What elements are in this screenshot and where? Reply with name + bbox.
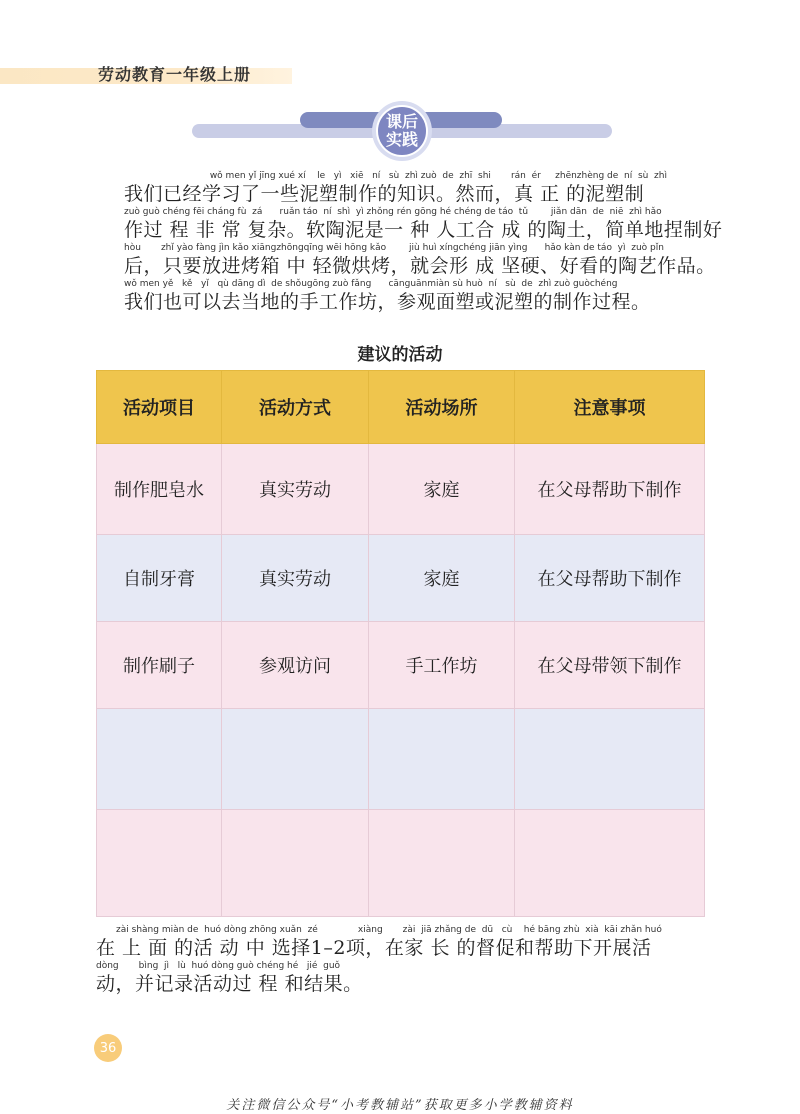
table-cell-empty bbox=[369, 810, 515, 917]
outro-text-1: 在 上 面 的活 动 中 选择1–2项，在家 长 的督促和帮助下开展活 bbox=[96, 937, 652, 959]
outro-pinyin-2: dòng bìng jì lù huó dòng guò chéng hé jié guǒ bbox=[96, 961, 341, 971]
table-cell: 在父母带领下制作 bbox=[515, 622, 705, 709]
table-cell: 在父母帮助下制作 bbox=[515, 535, 705, 622]
book-title: 劳动教育一年级上册 bbox=[98, 65, 252, 84]
table-cell: 家庭 bbox=[369, 444, 515, 535]
outro-paragraph bbox=[96, 924, 716, 996]
header-method: 活动方式 bbox=[222, 371, 369, 444]
table-cell-empty bbox=[97, 709, 222, 810]
table-cell-empty bbox=[515, 709, 705, 810]
intro-text-3: 后，只要放进烤箱 中 轻微烘烤，就会形 成 坚硬、好看的陶艺作品。 bbox=[124, 255, 716, 277]
header-activity: 活动项目 bbox=[97, 371, 222, 444]
table-cell: 制作肥皂水 bbox=[97, 444, 222, 535]
table-cell: 手工作坊 bbox=[369, 622, 515, 709]
outro-pinyin-1: zài shàng miàn de huó dòng zhōng xuǎn zé xiàng zài jiā zhǎng de dū cù hé bāng zhù xià kāi zhǎn huó bbox=[96, 925, 662, 935]
table-header-row bbox=[97, 371, 705, 444]
table-cell: 在父母帮助下制作 bbox=[515, 444, 705, 535]
table-cell: 真实劳动 bbox=[222, 444, 369, 535]
table-cell-empty bbox=[515, 810, 705, 917]
intro-pinyin-3: hòu zhǐ yào fàng jìn kǎo xiāngzhōngqīng wēi hōng kǎo jiù huì xíngchéng jiān yìng hǎo kàn de táo yì zuò pǐn bbox=[124, 243, 664, 253]
intro-pinyin-1: wǒ men yǐ jīng xué xí le yì xiē ní sù zhì zuò de zhī shi rán ér zhēnzhèng de ní sù zhì bbox=[124, 171, 667, 181]
table-row bbox=[97, 535, 705, 622]
intro-pinyin-4: wǒ men yě kě yǐ qù dāng dì de shǒugōng zuò fǎng cānguānmiàn sù huò ní sù de zhì zuò guòchéng bbox=[124, 279, 618, 289]
intro-paragraph bbox=[124, 170, 723, 314]
table-cell-empty bbox=[369, 709, 515, 810]
footer-watermark: 关注微信公众号“小考教辅站”获取更多小学教辅资料 bbox=[226, 1098, 574, 1113]
table-cell-empty bbox=[97, 810, 222, 917]
header-notes: 注意事项 bbox=[515, 371, 705, 444]
table-cell: 自制牙膏 bbox=[97, 535, 222, 622]
table-row bbox=[97, 622, 705, 709]
table-row-empty bbox=[97, 709, 705, 810]
page-number: 36 bbox=[94, 1034, 122, 1062]
table-cell-empty bbox=[222, 709, 369, 810]
table-cell: 真实劳动 bbox=[222, 535, 369, 622]
outro-text-2: 动，并记录活动过 程 和结果。 bbox=[96, 973, 363, 995]
activity-table bbox=[96, 370, 705, 917]
header-place: 活动场所 bbox=[369, 371, 515, 444]
table-row-empty bbox=[97, 810, 705, 917]
section-badge bbox=[372, 101, 432, 161]
table-row bbox=[97, 444, 705, 535]
intro-text-2: 作过 程 非 常 复杂。软陶泥是一 种 人工合 成 的陶土，简单地捏制好 bbox=[124, 219, 723, 241]
table-cell: 家庭 bbox=[369, 535, 515, 622]
table-title: 建议的活动 bbox=[357, 345, 443, 365]
table-cell: 制作刷子 bbox=[97, 622, 222, 709]
table-cell-empty bbox=[222, 810, 369, 917]
intro-text-4: 我们也可以去当地的手工作坊，参观面塑或泥塑的制作过程。 bbox=[124, 291, 651, 313]
badge-line2: 实践 bbox=[385, 130, 418, 149]
badge-line1: 课后 bbox=[385, 112, 418, 131]
table-cell: 参观访问 bbox=[222, 622, 369, 709]
intro-text-1: 我们已经学习了一些泥塑制作的知识。然而，真 正 的泥塑制 bbox=[124, 183, 645, 205]
intro-pinyin-2: zuò guò chéng fēi cháng fù zá ruǎn táo ní shì yì zhǒng rén gōng hé chéng de táo tǔ jiǎn dān de niē zhì hǎo bbox=[124, 207, 662, 217]
